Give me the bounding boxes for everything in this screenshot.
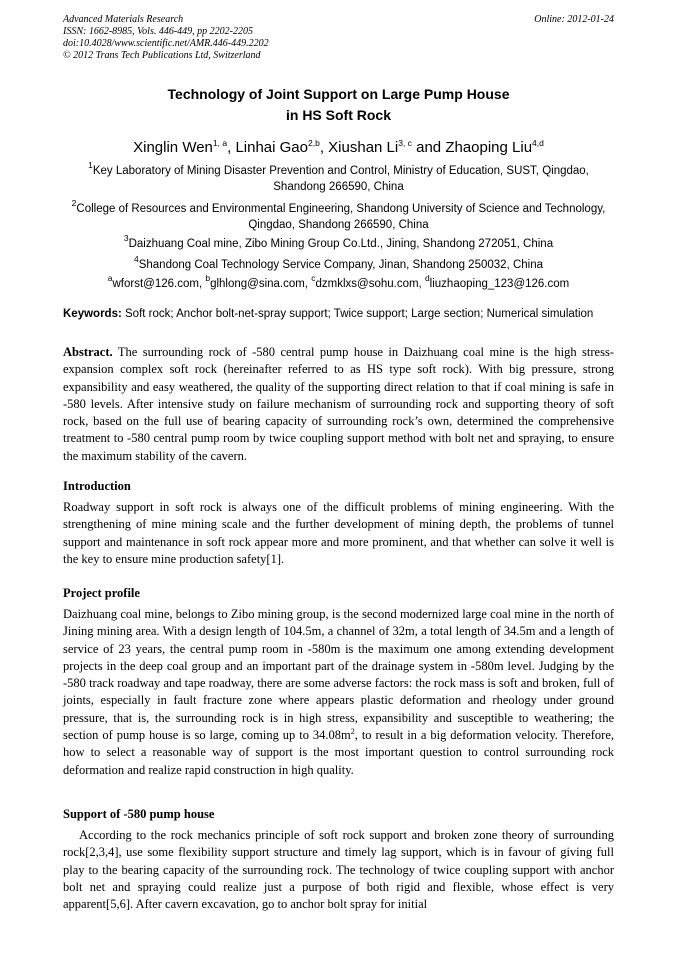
author-name: Linhai Gao	[235, 139, 308, 156]
issn-line: ISSN: 1662-8985, Vols. 446-449, pp 2202-2205	[63, 26, 253, 37]
section-heading-support: Support of -580 pump house	[63, 807, 215, 821]
doi-line: doi:10.4028/www.scientific.net/AMR.446-449.2202	[63, 38, 269, 49]
email-sup: b	[205, 273, 211, 283]
support-text: According to the rock mechanics principle of soft rock support and broken zone theory of surrounding rock[2,3,4], use some flexibility support structure and timely lag support, which is in favour of giving full play to the bearing capacity of the surrounding rock. The technology of twice coupling support with anchor bolt net and spraying could realize just a purpose of both rigid and flexible, whose effect is very apparent[5,6]. After cavern excavation, go to anchor bolt spray for initial	[63, 828, 614, 912]
author-sep: ,	[319, 139, 329, 156]
author-name: Xiushan Li	[328, 139, 399, 156]
introduction-text: Roadway support in soft rock is always one of the difficult problems of mining engineering. With the strengthening of mine mining scale and the further development of mining depth, the problems of tunnel support and maintenance in soft rock appear more and more prominent, and that whether can solve it well is the key to ensure mine production safety[1].	[63, 500, 614, 566]
journal-header	[63, 14, 614, 62]
author-list	[63, 138, 614, 158]
email-sep: ,	[198, 278, 206, 290]
title-line-2: in HS Soft Rock	[285, 107, 391, 123]
email-sup: d	[424, 273, 430, 283]
affiliation-3	[63, 233, 614, 252]
title-line-1: Technology of Joint Support on Large Pump House	[167, 86, 510, 102]
email-address: glhlong@sina.com	[210, 278, 305, 290]
author-name: Zhaoping Liu	[445, 139, 533, 156]
affiliation-num: 4	[133, 254, 139, 264]
affiliation-1	[63, 160, 614, 195]
abstract-label: Abstract.	[63, 345, 113, 359]
affiliation-text: Daizhuang Coal mine, Zibo Mining Group Co.Ltd., Jining, Shandong 272051, China	[128, 238, 554, 250]
copyright-line: © 2012 Trans Tech Publications Ltd, Switzerland	[63, 50, 261, 61]
affiliation-4	[63, 254, 614, 273]
profile-text-b: , to result in a big deformation velocity. Therefore, how to select a reasonable way of support is the most important question to control surrounding rock deformation and realize rapid construction in high quality.	[63, 728, 614, 777]
affiliation-text: Key Laboratory of Mining Disaster Prevention and Control, Ministry of Education, SUST, Qingdao, Shandong 266590, China	[92, 165, 589, 193]
journal-name: Advanced Materials Research	[63, 14, 184, 25]
affiliation-text: College of Resources and Environmental Engineering, Shandong University of Science and Technology, Qingdao, Shandong 266590, China	[76, 203, 606, 231]
abstract-text: The surrounding rock of -580 central pump house in Daizhuang coal mine is the high stress-expansion complex soft rock (hereinafter referred to as HS type soft rock). With big pressure, strong expansibility and easy weathered, the quality of the supporting direct relation to that if coal mining is safe in -580 levels. After intensive study on failure mechanism of surrounding rock and supporting theory of soft rock, based on the full use of bearing capacity of surrounding rock’s own, determined the comprehensive treatment to -580 central pump room by twice coupling support method with bolt net and spraying, to ensure the maximum stability of the cavern.	[63, 345, 614, 463]
affiliation-num: 3	[123, 233, 129, 243]
keywords-text: Soft rock; Anchor bolt-net-spray support; Twice support; Large section; Numerical simulation	[125, 308, 594, 320]
email-address: dzmklxs@sohu.com	[315, 278, 419, 290]
section-heading-introduction: Introduction	[63, 479, 131, 493]
author-sup: 4,d	[532, 138, 544, 148]
author-sup: 1, a	[212, 138, 228, 148]
affiliation-text: Shandong Coal Technology Service Company, Jinan, Shandong 250032, China	[138, 259, 543, 271]
author-sep: and	[411, 139, 446, 156]
affiliation-num: 2	[71, 198, 77, 208]
abstract	[63, 344, 614, 465]
email-sep: ,	[418, 278, 425, 290]
email-address: liuzhaoping_123@126.com	[429, 278, 570, 290]
online-date: Online: 2012-01-24	[534, 14, 614, 25]
project-profile-text	[63, 606, 614, 779]
keywords	[63, 307, 614, 322]
author-sup: 2,b	[308, 138, 320, 148]
profile-text-a: Daizhuang coal mine, belongs to Zibo mining group, is the second modernized large coal mine in the north of Jining mining area. With a design length of 104.5m, a channel of 32m, a total length of 34.5m and a length of service of 23 years, the central pump room in -580m is the maximum one among extending development projects in the deep coal group and an important part of the drainage system in -580m level. Judging by the -580 track roadway and tape roadway, there are some adverse factors: the rock mass is soft and broken, full of joints, especially in fault fracture zone where appears plastic deformation and rheology under ground pressure, that is, the surrounding rock is in high stress, expansibility and susceptible to weathering; the section of pump house is so large, coming up to 34.08m	[63, 607, 614, 743]
author-name: Xinglin Wen	[133, 139, 213, 156]
area-unit-sup: 2	[350, 727, 355, 737]
keywords-label: Keywords:	[63, 308, 122, 320]
email-list	[63, 273, 614, 292]
author-sup: 3, c	[398, 138, 412, 148]
section-heading-project-profile: Project profile	[63, 586, 140, 600]
affiliation-num: 1	[88, 160, 93, 170]
email-address: wforst@126.com	[112, 278, 199, 290]
author-sep: ,	[227, 139, 236, 156]
email-sup: c	[311, 273, 316, 283]
affiliation-2	[63, 198, 614, 233]
paper-title	[63, 84, 614, 126]
email-sep: ,	[304, 278, 312, 290]
email-sup: a	[107, 273, 113, 283]
